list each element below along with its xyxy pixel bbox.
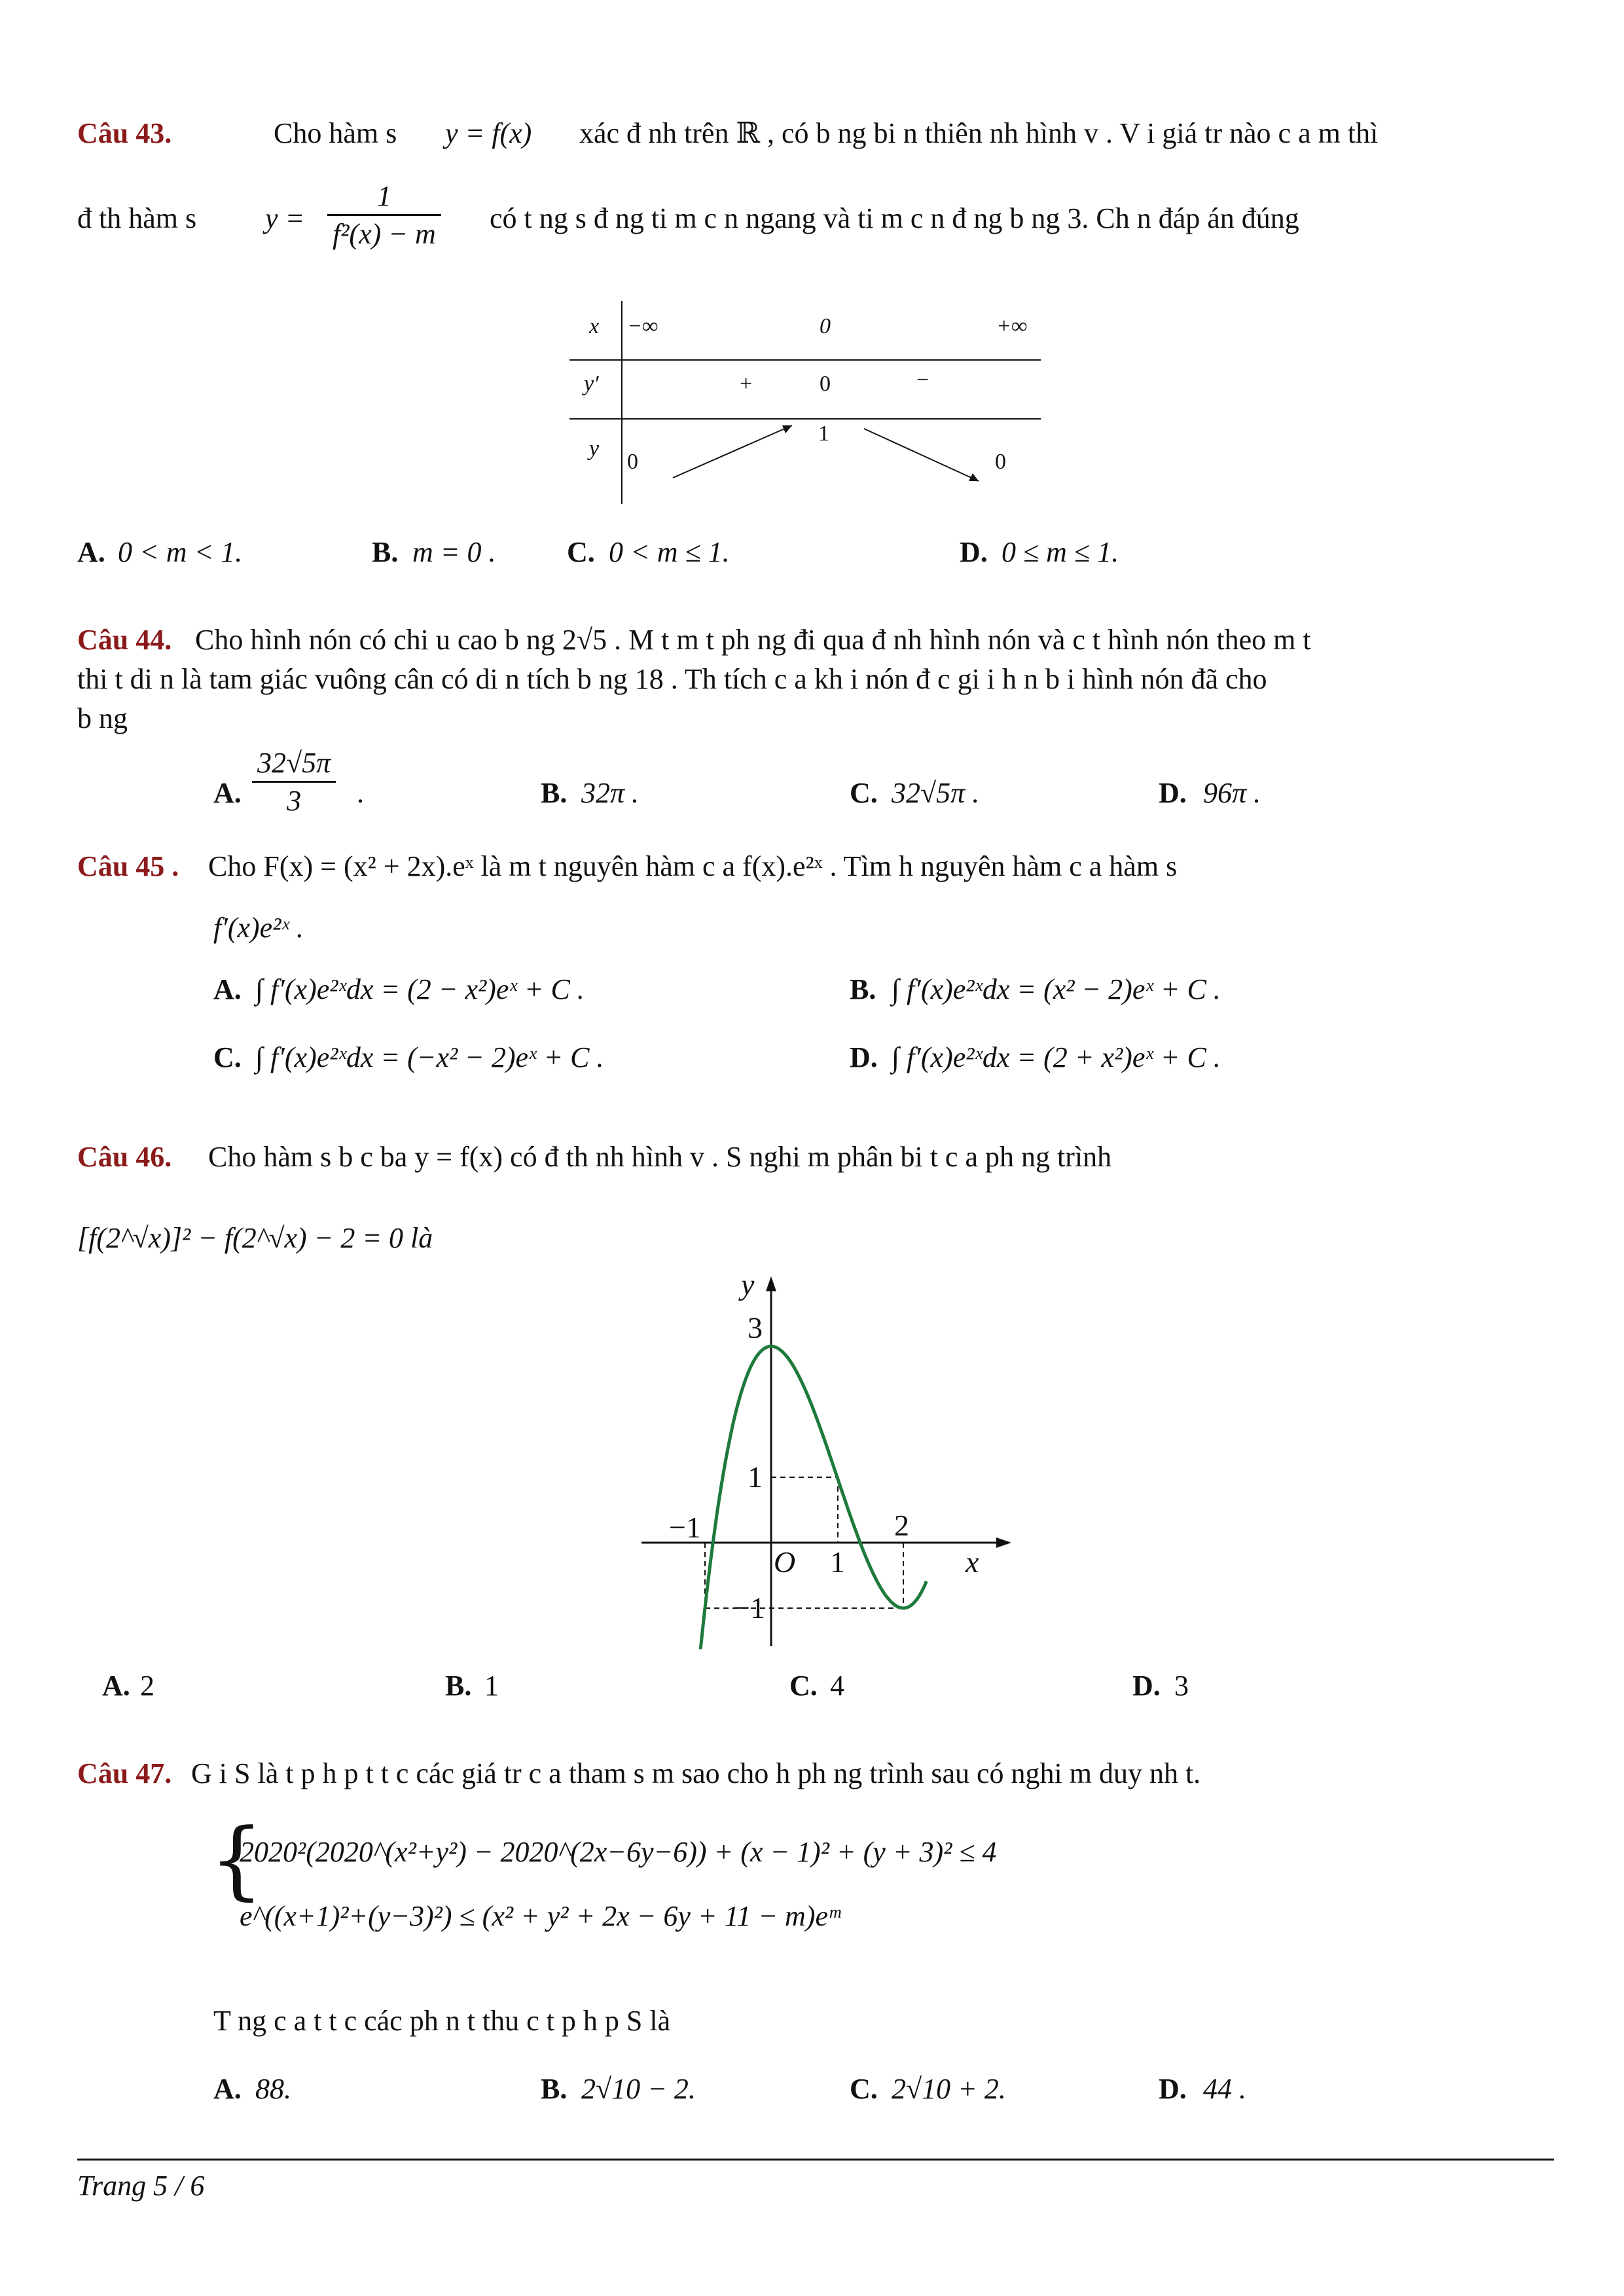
q46-line1: Cho hàm s b c ba y = f(x) có đ th nh hình v . S nghi m phân bi t c a ph ng trình — [208, 1141, 1112, 1173]
q45-optB-label: B. — [850, 973, 876, 1005]
q44-optB-label: B. — [541, 777, 568, 809]
table-y-right: 0 — [995, 450, 1006, 474]
table-y-top: 1 — [818, 422, 829, 446]
q46-optA-label: A. — [102, 1670, 130, 1702]
q44-optC-label: C. — [850, 777, 878, 809]
q43-optD: 0 ≤ m ≤ 1. — [1001, 536, 1119, 568]
increase-arrow — [673, 425, 792, 478]
table-x-label: x — [589, 314, 600, 338]
q44-optA-label: A. — [213, 777, 242, 809]
q47-optD-label: D. — [1159, 2073, 1187, 2105]
graph-label-1x: 1 — [830, 1545, 845, 1579]
q47-sys2: e^((x+1)²+(y−3)²) ≤ (x² + y² + 2x − 6y + 11 − m)eᵐ — [240, 1900, 840, 1932]
q45-label: Câu 45 . — [77, 850, 179, 882]
q45-optD: ∫ f′(x)e²ˣdx = (2 + x²)eˣ + C . — [892, 1041, 1221, 1073]
table-y-left: 0 — [627, 450, 638, 474]
q47-line1: G i S là t p h p t t c các giá tr c a tham s m sao cho h ph ng trình sau có nghi m duy nh t. — [191, 1757, 1201, 1789]
q46-label: Câu 46. — [77, 1141, 172, 1173]
q47-optA-label: A. — [213, 2073, 242, 2105]
q47-sys1: 2020²(2020^(x²+y²) − 2020^(2x−6y−6)) + (x − 1)² + (y + 3)² ≤ 4 — [240, 1836, 997, 1868]
table-x-zero: 0 — [820, 314, 831, 338]
cubic-curve — [692, 1346, 927, 1649]
graph-label-m1y: −1 — [733, 1591, 765, 1624]
q43-fraction — [327, 178, 441, 252]
q45-optA: ∫ f′(x)e²ˣdx = (2 − x²)eˣ + C . — [255, 973, 585, 1005]
q43-frac-num: 1 — [327, 178, 441, 216]
variation-table — [569, 301, 1041, 504]
q46-optB-label: B. — [445, 1670, 472, 1702]
decrease-arrow — [864, 429, 979, 481]
q47-optB-label: B. — [541, 2073, 568, 2105]
q45-optA-label: A. — [213, 973, 242, 1005]
q45-optD-label: D. — [850, 1041, 878, 1073]
q45-line2: f′(x)e²ˣ . — [213, 912, 304, 944]
graph-y-label: y — [741, 1268, 755, 1301]
q44-optA-den: 3 — [287, 785, 302, 817]
y-axis-arrow — [766, 1276, 776, 1291]
q46-optC: 4 — [830, 1670, 844, 1702]
q45-optC: ∫ f′(x)e²ˣdx = (−x² − 2)eˣ + C . — [255, 1041, 604, 1073]
q43-line1b: y = f(x) — [445, 117, 532, 149]
footer-rule — [77, 2159, 1554, 2161]
q43-line2a: đ th hàm s — [77, 202, 197, 234]
q47-optD: 44 . — [1203, 2073, 1246, 2105]
q46-optA: 2 — [140, 1670, 154, 1702]
q46-line2: [f(2^√x)]² − f(2^√x) − 2 = 0 là — [77, 1222, 433, 1254]
table-x-pos: +∞ — [996, 314, 1028, 338]
x-axis-arrow — [996, 1537, 1011, 1548]
q46-optC-label: C. — [789, 1670, 818, 1702]
table-y-label: y — [589, 437, 600, 461]
q43-optC: 0 < m ≤ 1. — [609, 536, 730, 568]
q45-optC-label: C. — [213, 1041, 242, 1073]
q44-optA-tail: . — [357, 777, 364, 809]
q46-optD-label: D. — [1132, 1670, 1161, 1702]
graph-label-m1x: −1 — [669, 1511, 701, 1544]
q43-optB: m = 0 . — [412, 536, 496, 568]
q43-optC-label: C. — [567, 536, 595, 568]
q44-optC: 32√5π . — [892, 777, 980, 809]
graph-label-1y: 1 — [748, 1460, 763, 1494]
cubic-graph — [635, 1270, 1028, 1649]
q43-optA: 0 < m < 1. — [118, 536, 243, 568]
system-brace: { — [209, 1810, 264, 1909]
graph-label-2: 2 — [894, 1509, 909, 1542]
q43-line2c: có t ng s đ ng ti m c n ngang và ti m c n đ ng b ng 3. Ch n đáp án đúng — [490, 202, 1299, 234]
q44-line1: Cho hình nón có chi u cao b ng 2√5 . M t m t ph ng đi qua đ nh hình nón và c t hình nón theo m t — [195, 624, 1311, 656]
graph-origin: O — [774, 1545, 796, 1579]
q43-frac-den: f²(x) − m — [333, 218, 436, 250]
q43-line1a: Cho hàm s — [274, 117, 397, 149]
q43-optA-label: A. — [77, 536, 105, 568]
q47-optB: 2√10 − 2. — [581, 2073, 696, 2105]
q47-label: Câu 47. — [77, 1757, 172, 1789]
table-x-neg: −∞ — [627, 314, 659, 338]
q47-optC: 2√10 + 2. — [892, 2073, 1006, 2105]
q45-optB: ∫ f′(x)e²ˣdx = (x² − 2)eˣ + C . — [892, 973, 1221, 1005]
q47-line2: T ng c a t t c các ph n t thu c t p h p S là — [213, 2005, 671, 2037]
q44-line3: b ng — [77, 702, 128, 734]
page-number: Trang 5 / 6 — [77, 2170, 205, 2202]
q44-optB: 32π . — [581, 777, 640, 809]
q44-optD-label: D. — [1159, 777, 1187, 809]
q46-optB: 1 — [484, 1670, 499, 1702]
q43-optB-label: B. — [372, 536, 399, 568]
q43-optD-label: D. — [960, 536, 988, 568]
q44-optA-fraction — [252, 745, 336, 819]
table-yp-minus: − — [916, 368, 929, 392]
q44-label: Câu 44. — [77, 624, 172, 656]
q43-line1c: xác đ nh trên ℝ , có b ng bi n thiên nh hình v . V i giá tr nào c a m thì — [579, 117, 1379, 149]
table-yp-zero: 0 — [820, 372, 831, 396]
q44-optD: 96π . — [1203, 777, 1261, 809]
table-yp-label: y′ — [584, 372, 599, 396]
q46-optD: 3 — [1174, 1670, 1189, 1702]
q45-line1: Cho F(x) = (x² + 2x).eˣ là m t nguyên hàm c a f(x).e²ˣ . Tìm h nguyên hàm c a hàm s — [208, 850, 1178, 882]
table-yp-plus: + — [740, 372, 753, 396]
q47-optA: 88. — [255, 2073, 291, 2105]
q44-optA-num: 32√5π — [252, 745, 336, 783]
q47-optC-label: C. — [850, 2073, 878, 2105]
q43-label: Câu 43. — [77, 117, 172, 149]
q44-line2: thi t di n là tam giác vuông cân có di n tích b ng 18 . Th tích c a kh i nón đ c gi i h n b i hình nón đã cho — [77, 663, 1267, 695]
graph-label-3: 3 — [748, 1311, 763, 1344]
q43-line2b: y = — [265, 202, 305, 234]
graph-x-label: x — [965, 1545, 979, 1579]
cubic-graph-svg — [635, 1270, 1028, 1649]
